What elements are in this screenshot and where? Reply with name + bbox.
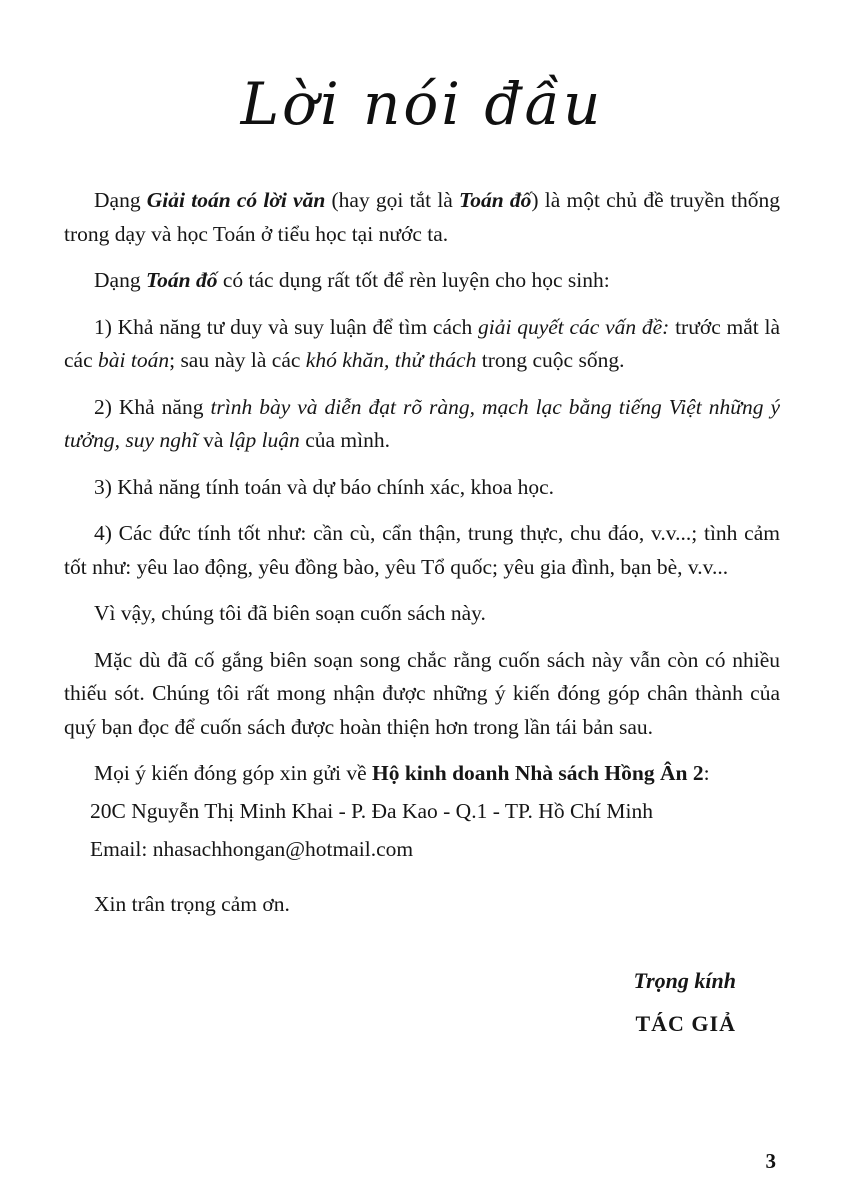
- apology-paragraph: Mặc dù đã cố gắng biên soạn song chắc rằng cuốn sách này vẫn còn có nhiều thiếu sót. Chúng tôi rất mong nhận được những ý kiến đóng góp chân thành của quý bạn đọc để cuốn sách được hoàn thiện hơn trong lần tái bản sau.: [64, 647, 780, 739]
- contact-intro-paragraph: Mọi ý kiến đóng góp xin gửi về Hộ kinh doanh Nhà sách Hồng Ân 2:: [94, 761, 710, 786]
- conclusion-paragraph: Vì vậy, chúng tôi đã biên soạn cuốn sách này.: [94, 601, 486, 626]
- list-item-2: 2) Khả năng trình bày và diễn đạt rõ ràng, mạch lạc bằng tiếng Việt những ý tưởng, suy nghĩ và lập luận của mình.: [64, 394, 780, 453]
- contact-address-line: 20C Nguyễn Thị Minh Khai - P. Đa Kao - Q.1 - TP. Hồ Chí Minh: [90, 798, 653, 823]
- intro-paragraph: Dạng Giải toán có lời văn (hay gọi tắt là Toán đố) là một chủ đề truyền thống trong dạy và học Toán ở tiểu học tại nước ta.: [64, 188, 780, 246]
- signature-salutation: Trọng kính: [633, 967, 736, 993]
- signature-author: TÁC GIẢ: [635, 1010, 736, 1036]
- list-item-4: 4) Các đức tính tốt như: cần cù, cẩn thận, trung thực, chu đáo, v.v...; tình cảm tốt như: yêu lao động, yêu đồng bào, yêu Tổ quốc; yêu gia đình, bạn bè, v.v...: [64, 521, 780, 579]
- contact-email-line: Email: nhasachhongan@hotmail.com: [90, 836, 414, 861]
- page-title: Lời nói đầu: [240, 70, 604, 138]
- list-item-3: 3) Khả năng tính toán và dự báo chính xác, khoa học.: [94, 474, 555, 499]
- page-number: 3: [765, 1149, 776, 1173]
- content: [64, 184, 780, 922]
- purpose-paragraph: Dạng Toán đố có tác dụng rất tốt để rèn luyện cho học sinh:: [94, 268, 610, 293]
- signature-block: [64, 962, 780, 1043]
- list-item-1: 1) Khả năng tư duy và suy luận để tìm cách giải quyết các vấn đề: trước mắt là các bài toán; sau này là các khó khăn, thử thách trong cuộc sống.: [64, 314, 780, 373]
- thanks-paragraph: Xin trân trọng cảm ơn.: [94, 892, 290, 917]
